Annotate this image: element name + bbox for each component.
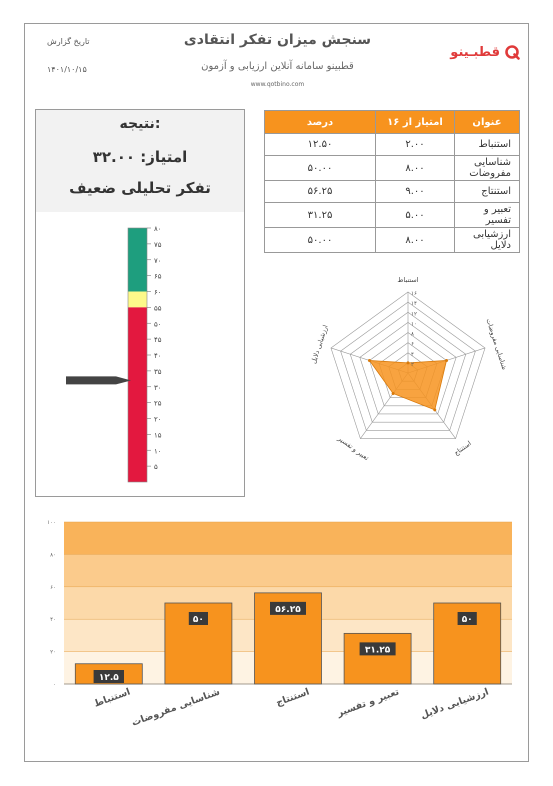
table-row [265,181,520,203]
gauge-tick-label: ۶۰ [154,288,162,297]
radar-point [407,361,410,364]
row-score: ۸.۰۰ [376,228,455,253]
gauge-tick-label: ۴۵ [154,336,162,345]
radar-tick-label: ۴ [411,351,414,358]
gauge-band [128,292,147,308]
table-row [265,134,520,156]
gauge-tick-label: ۷۰ [154,256,162,265]
gauge-tick-label: ۵۰ [154,320,162,329]
radar-tick-label: ۱۴ [411,301,417,308]
result-label: نتیجه: [119,116,161,132]
bar-chart-y-tick: ۲۰ [50,649,56,656]
row-score: ۵.۰۰ [376,203,455,228]
bar-category-label: شناسایی مفروضات [130,686,222,729]
row-title: ارزشیابی دلایل [455,228,520,253]
row-percent: ۵۶.۲۵ [265,181,376,203]
logo-mark-icon [504,44,520,60]
bar-data-label: ۵۶.۲۵ [275,604,301,615]
bar-data-label: ۵۰ [192,615,204,625]
row-percent: ۳۱.۲۵ [265,203,376,228]
radar-tick-label: ۸ [411,331,414,338]
gauge-tick-label: ۲۰ [154,415,162,424]
row-percent: ۱۲.۵۰ [265,134,376,156]
gauge-band [128,228,147,292]
gauge-tick-label: ۳۵ [154,367,162,376]
table-row [265,156,520,181]
radar-point [445,359,448,362]
bar-category-label: تعبیر و تفسیر [335,686,401,720]
report-title: سنجش میزان تفکر انتقادی [183,32,372,48]
radar-axis-label: شناسایی مفروضات [484,317,509,371]
result-panel [35,109,245,497]
radar-axis-label: تعبیر و تفسیر [336,434,371,463]
row-title: استنباط [455,134,520,156]
bar-chart-y-tick: ۱۰۰ [47,520,56,526]
row-title: استنتاج [455,181,520,203]
radar-tick-label: ۲ [411,361,414,368]
radar-data-area [369,360,446,409]
radar-point [392,392,395,395]
bar-category-label: استنباط [92,686,132,710]
report-page [24,23,529,762]
row-percent: ۵۰.۰۰ [265,228,376,253]
bar-category-label: ارزشیابی دلایل [419,686,491,722]
brand-logo [450,44,520,60]
bar-chart-y-tick: ۸۰ [50,552,56,559]
header-title: عنوان [455,111,520,134]
gauge-tick-label: ۴۰ [154,352,162,360]
radar-tick-label: ۱۰ [411,321,417,328]
table-row [265,203,520,228]
bar-chart-band [64,554,512,586]
report-subtitle: قطبینو سامانه آنلاین ارزیابی و آزمون [201,61,354,72]
gauge-tick-label: ۶۵ [154,272,162,281]
logo-text: قطبـینو [450,44,500,60]
radar-tick-label: ۱۶ [411,291,417,297]
radar-chart [260,252,530,482]
bar-chart-y-tick: ۶۰ [50,584,56,591]
radar-axis-label: استنباط [397,276,419,284]
website-url[interactable]: www.qotbino.com [250,81,305,88]
radar-axis-label: ارزشیابی دلایل [309,323,330,365]
header-score: امتیاز از ۱۶ [376,111,455,134]
radar-point [433,408,436,411]
table-row [265,228,520,253]
bar-chart-y-tick: ۰ [53,682,56,688]
gauge-tick-label: ۷۵ [154,240,162,249]
row-title: شناسایی مفروضات [455,156,520,181]
gauge-band [128,307,147,482]
radar-axis-label: استنتاج [452,439,473,458]
bar-data-label: ۵۰ [461,615,473,625]
row-score: ۸.۰۰ [376,156,455,181]
row-percent: ۵۰.۰۰ [265,156,376,181]
gauge-tick-label: ۵ [154,463,158,472]
gauge-tick-label: ۳۰ [154,383,162,392]
row-score: ۲.۰۰ [376,134,455,156]
bar-chart-y-tick: ۴۰ [50,617,56,624]
table-header-row [265,111,520,134]
gauge-tick-label: ۵۵ [154,304,162,313]
bar [344,633,411,684]
radar-tick-label: ۶ [411,341,414,348]
bar-data-label: ۳۱.۲۵ [364,645,391,656]
score-table [264,110,520,253]
bar-category-label: استنتاج [274,686,312,709]
report-date-label: تاریخ گزارش [47,37,90,46]
gauge-tick-label: ۱۰ [154,447,162,456]
bar-data-label: ۱۲.۵ [98,673,119,683]
header-percent: درصد [265,111,376,134]
bar-chart-band [64,522,512,554]
row-title: تعبیر و تفسیر [455,203,520,228]
report-date: ۱۴۰۱/۱۰/۱۵ [47,65,87,74]
gauge-tick-label: ۲۵ [154,399,162,408]
result-verdict: تفکر تحلیلی ضعیف [69,179,211,197]
score-pointer [66,376,131,384]
bar-chart [27,512,527,760]
gauge-tick-label: ۱۵ [154,431,162,440]
radar-point [368,359,371,362]
row-score: ۹.۰۰ [376,181,455,203]
score-gauge [36,212,244,496]
result-score: امتیاز: ۳۲.۰۰ [92,148,188,166]
result-summary [36,110,244,212]
radar-tick-label: ۱۲ [411,311,417,318]
gauge-tick-label: ۸۰ [154,225,162,233]
